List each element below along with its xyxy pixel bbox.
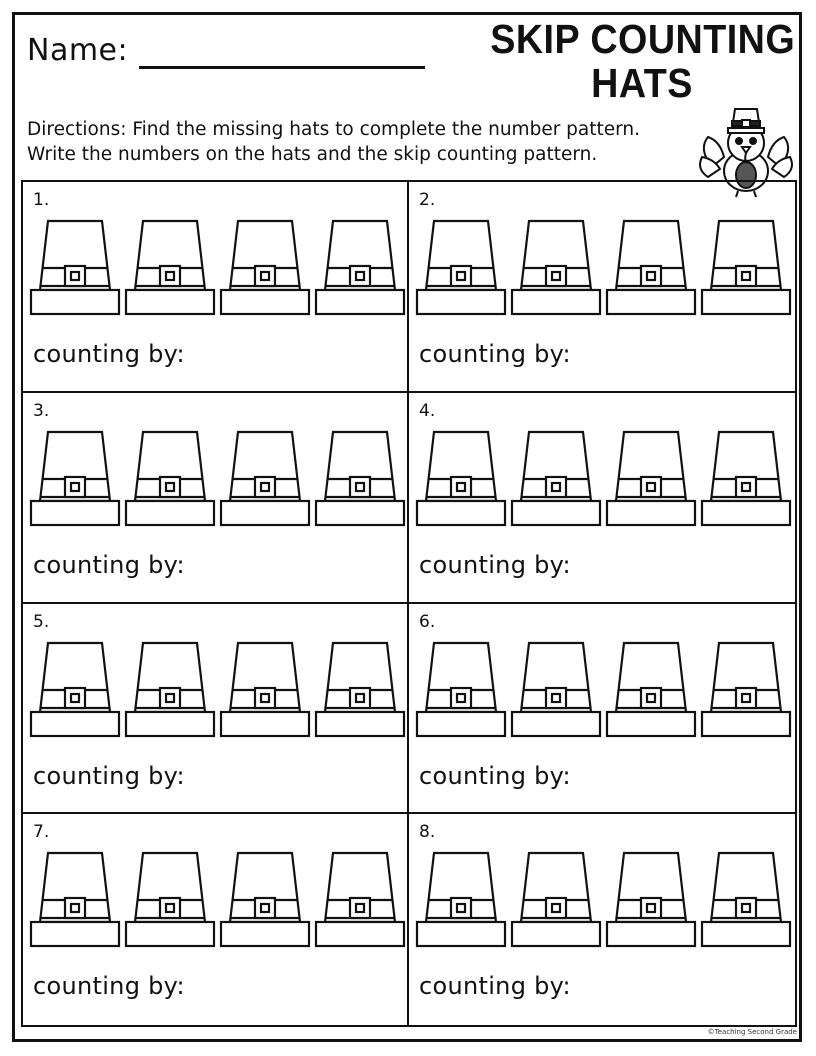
hat-row bbox=[29, 429, 406, 527]
problem-number: 7. bbox=[33, 822, 50, 843]
counting-by-label: counting by: bbox=[419, 340, 571, 368]
problem-number: 8. bbox=[419, 822, 436, 843]
pilgrim-hat-icon[interactable] bbox=[124, 850, 216, 948]
title-line-2: HATS bbox=[591, 60, 693, 106]
directions-line-1: Directions: Find the missing hats to complete the number pattern. bbox=[27, 119, 641, 140]
pilgrim-hat-icon[interactable] bbox=[700, 218, 792, 316]
pilgrim-hat-icon[interactable] bbox=[415, 218, 507, 316]
problem-number: 2. bbox=[419, 190, 436, 210]
pilgrim-hat-icon[interactable] bbox=[29, 429, 121, 527]
problem-number: 3. bbox=[33, 400, 50, 421]
directions-line-2: Write the numbers on the hats and the skip counting pattern. bbox=[27, 144, 598, 165]
pilgrim-hat-icon[interactable] bbox=[314, 850, 406, 948]
problem-cell-2 bbox=[409, 182, 795, 393]
pilgrim-hat-icon[interactable] bbox=[510, 218, 602, 316]
hat-row bbox=[29, 850, 406, 948]
hat-row bbox=[29, 218, 406, 316]
problem-cell-4 bbox=[409, 393, 795, 604]
pilgrim-hat-icon[interactable] bbox=[510, 429, 602, 527]
pilgrim-hat-icon[interactable] bbox=[415, 850, 507, 948]
pilgrim-hat-icon[interactable] bbox=[700, 429, 792, 527]
problem-cell-6 bbox=[409, 604, 795, 815]
hat-row bbox=[415, 850, 792, 948]
pilgrim-hat-icon[interactable] bbox=[29, 850, 121, 948]
directions bbox=[27, 117, 717, 167]
problem-cell-5 bbox=[23, 604, 409, 815]
problem-number: 5. bbox=[33, 611, 50, 632]
hat-row bbox=[415, 218, 792, 316]
problem-cell-3 bbox=[23, 393, 409, 604]
problem-cell-1 bbox=[23, 182, 409, 393]
pilgrim-hat-icon[interactable] bbox=[124, 640, 216, 738]
counting-by-label: counting by: bbox=[33, 550, 185, 579]
pilgrim-hat-icon[interactable] bbox=[605, 218, 697, 316]
pilgrim-hat-icon[interactable] bbox=[314, 640, 406, 738]
worksheet-title bbox=[490, 17, 794, 105]
name-line bbox=[139, 66, 425, 69]
pilgrim-hat-icon[interactable] bbox=[124, 429, 216, 527]
hat-row bbox=[415, 429, 792, 527]
title-line-1: SKIP COUNTING bbox=[490, 16, 796, 62]
pilgrim-hat-icon[interactable] bbox=[219, 218, 311, 316]
pilgrim-hat-icon[interactable] bbox=[415, 429, 507, 527]
pilgrim-hat-icon[interactable] bbox=[219, 850, 311, 948]
counting-by-label: counting by: bbox=[33, 340, 185, 368]
problem-number: 6. bbox=[419, 611, 436, 632]
pilgrim-hat-icon[interactable] bbox=[29, 640, 121, 738]
counting-by-label: counting by: bbox=[33, 972, 185, 1001]
problem-number: 4. bbox=[419, 400, 436, 421]
pilgrim-hat-icon[interactable] bbox=[605, 429, 697, 527]
name-label: Name: bbox=[27, 33, 129, 68]
problem-number: 1. bbox=[33, 190, 50, 210]
pilgrim-hat-icon[interactable] bbox=[605, 640, 697, 738]
pilgrim-hat-icon[interactable] bbox=[124, 218, 216, 316]
copyright: ©Teaching Second Grade bbox=[707, 1028, 797, 1036]
pilgrim-hat-icon[interactable] bbox=[700, 850, 792, 948]
pilgrim-hat-icon[interactable] bbox=[700, 640, 792, 738]
pilgrim-hat-icon[interactable] bbox=[605, 850, 697, 948]
counting-by-label: counting by: bbox=[419, 761, 571, 790]
pilgrim-hat-icon[interactable] bbox=[29, 218, 121, 316]
pilgrim-hat-icon[interactable] bbox=[314, 218, 406, 316]
hat-row bbox=[415, 640, 792, 738]
pilgrim-hat-icon[interactable] bbox=[415, 640, 507, 738]
hat-row bbox=[29, 640, 406, 738]
counting-by-label: counting by: bbox=[33, 761, 185, 790]
pilgrim-hat-icon[interactable] bbox=[314, 429, 406, 527]
counting-by-label: counting by: bbox=[419, 972, 571, 1001]
pilgrim-hat-icon[interactable] bbox=[510, 640, 602, 738]
pilgrim-hat-icon[interactable] bbox=[219, 640, 311, 738]
pilgrim-hat-icon[interactable] bbox=[219, 429, 311, 527]
counting-by-label: counting by: bbox=[419, 550, 571, 579]
problem-cell-8 bbox=[409, 814, 795, 1025]
worksheet bbox=[12, 12, 802, 1042]
pilgrim-hat-icon[interactable] bbox=[510, 850, 602, 948]
problem-cell-7 bbox=[23, 814, 409, 1025]
problem-grid bbox=[21, 180, 797, 1027]
